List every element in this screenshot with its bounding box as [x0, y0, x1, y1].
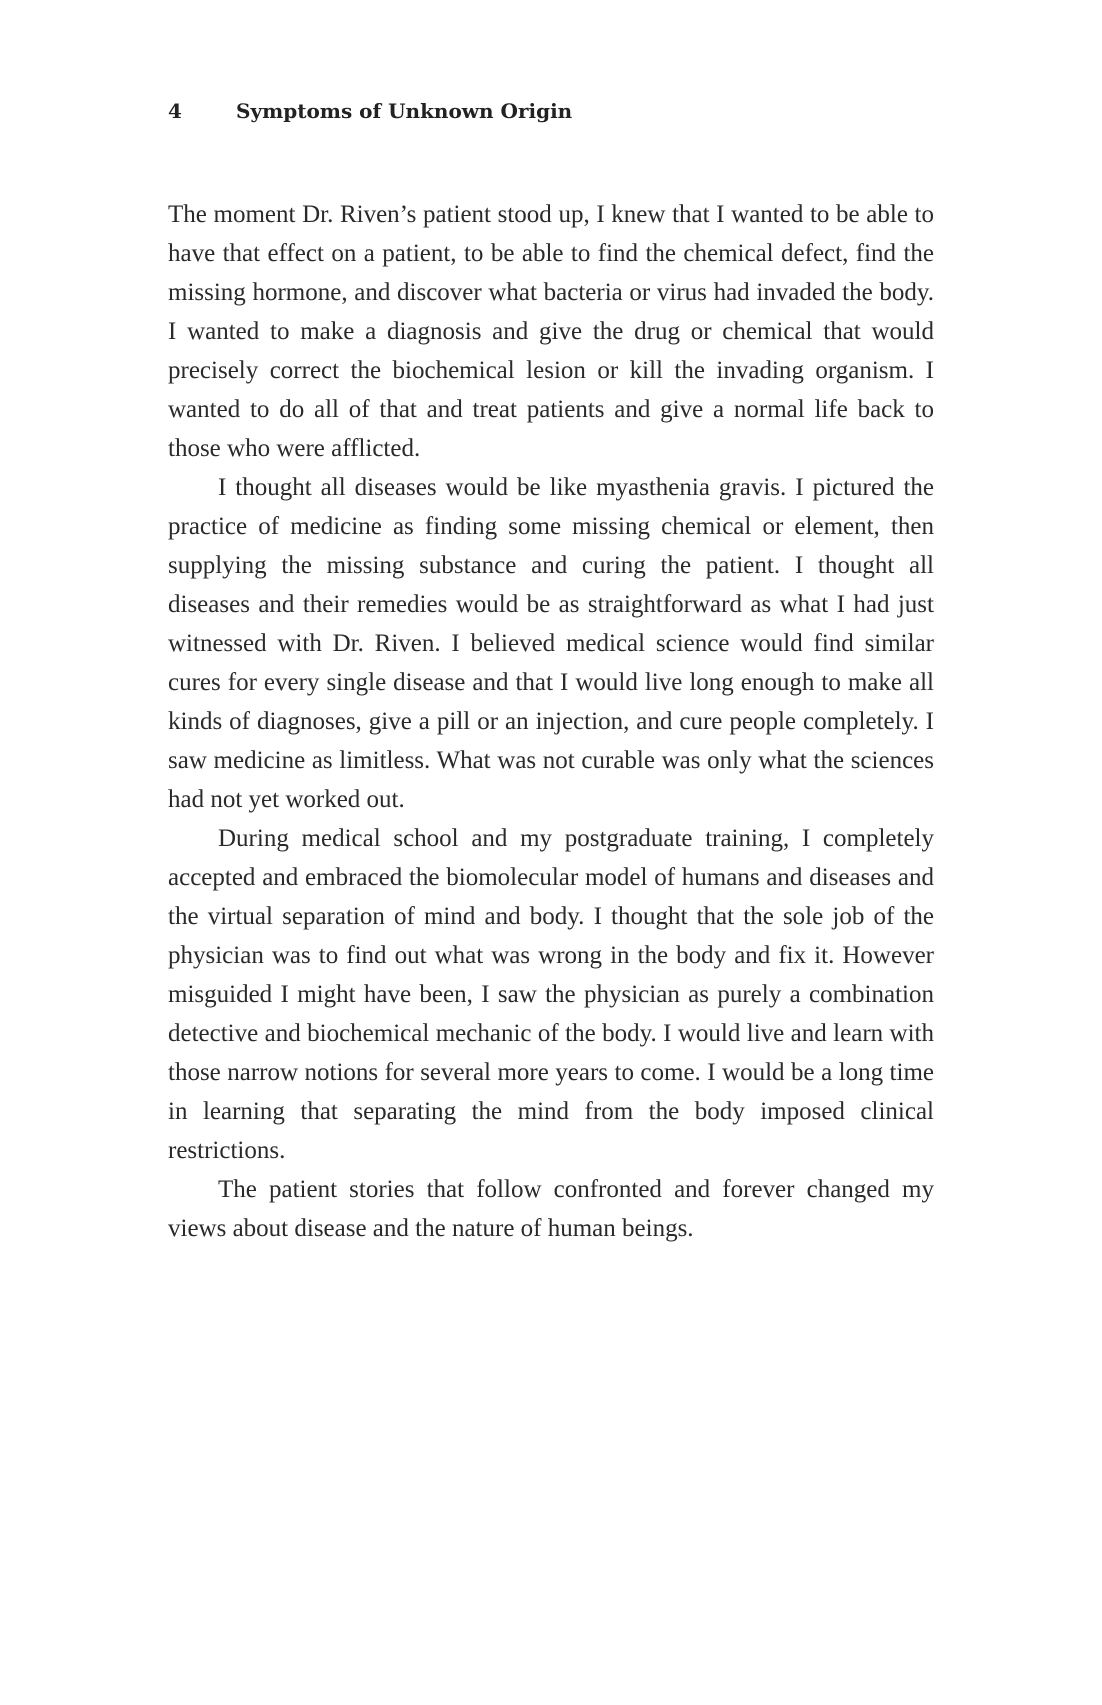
page-number: 4 [168, 99, 182, 123]
body-text [168, 195, 934, 1248]
running-head [168, 96, 948, 126]
paragraph-1: The moment Dr. Riven’s patient stood up, I knew that I wanted to be able to have that effect on a patient, to be able to find the chemical defect, find the missing hormone, and discover what bacteria or virus had invaded the body. I wanted to make a diagnosis and give the drug or chemical that would precisely correct the biochemical lesion or kill the invading organism. I wanted to do all of that and treat patients and give a normal life back to those who were afflicted. [168, 201, 934, 462]
paragraph-3: During medical school and my postgraduate training, I completely accepted and embraced the biomolecular model of humans and diseases and the virtual separation of mind and body. I thought that the sole job of the physician was to find out what was wrong in the body and fix it. However misguided I might have been, I saw the physician as purely a combination detective and biochemical mechanic of the body. I would live and learn with those narrow notions for several more years to come. I would be a long time in learning that separating the mind from the body imposed clinical restrictions. [168, 825, 934, 1164]
running-title: Symptoms of Unknown Origin [236, 99, 573, 123]
paragraph-4: The patient stories that follow confronted and forever changed my views about disease and the nature of human beings. [168, 1176, 934, 1242]
paragraph-2: I thought all diseases would be like myasthenia gravis. I pictured the practice of medicine as finding some missing chemical or element, then supplying the missing substance and curing the patient. I thought all diseases and their remedies would be as straightforward as what I had just witnessed with Dr. Riven. I believed medical science would find similar cures for every single disease and that I would live long enough to make all kinds of diagnoses, give a pill or an injection, and cure people completely. I saw medicine as limitless. What was not curable was only what the sciences had not yet worked out. [168, 474, 934, 813]
